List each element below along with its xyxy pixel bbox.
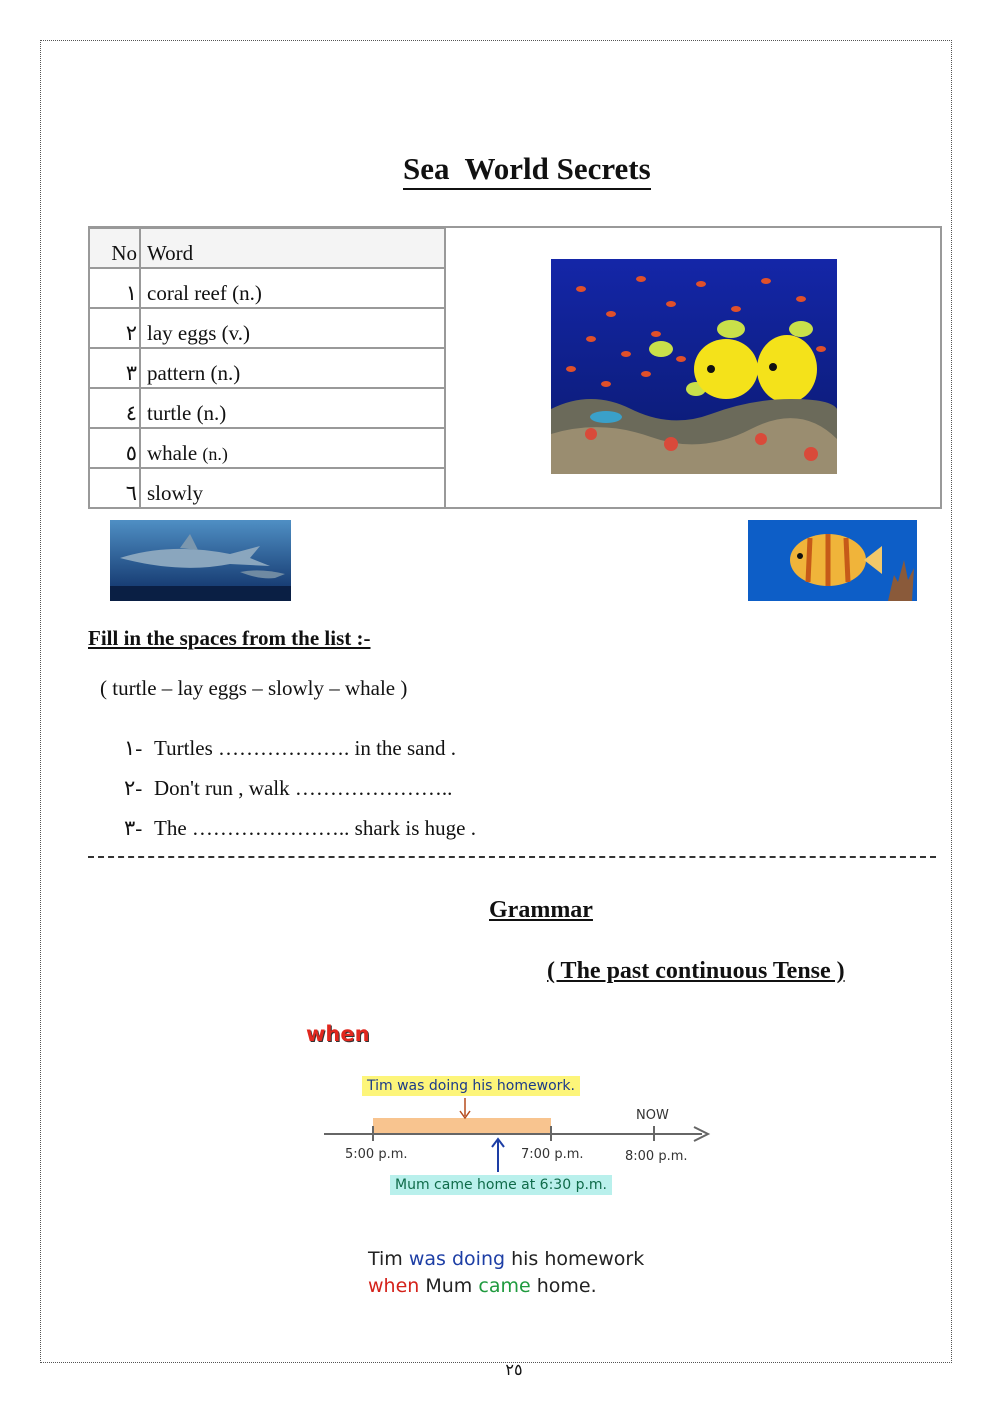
vocab-num: ٦ [89,468,140,508]
example-word: home. [536,1275,597,1297]
example-line-1 [368,1246,644,1273]
example-word: his homework [511,1248,645,1270]
coral-reef-image [551,259,837,474]
mum-label: Mum came home at 6:30 p.m. [390,1175,612,1195]
vocab-num: ٥ [89,428,140,468]
timeline-diagram [300,1020,720,1200]
tick-label-8pm: 8:00 p.m. [625,1149,688,1164]
table-row [89,468,445,508]
vocab-word: pattern (n.) [140,348,445,388]
grammar-heading: Grammar [489,897,593,923]
example-line-2 [368,1273,644,1300]
now-label: NOW [636,1108,669,1123]
sentence-text: Don't run , walk ………………….. [154,776,453,800]
example-word: Mum [425,1275,473,1297]
table-row [89,348,445,388]
when-label: when [306,1022,370,1046]
butterfly-fish-image [748,520,917,601]
sentence-number: ٣- [124,816,143,840]
sentence-text: The ………………….. shark is huge . [154,816,476,840]
list-item [124,776,452,801]
tim-label: Tim was doing his homework. [362,1076,580,1096]
vocab-pos: (n.) [202,444,228,464]
table-row [89,428,445,468]
vocab-table [88,227,446,509]
word-list: ( turtle – lay eggs – slowly – whale ) [100,676,408,700]
example-word: Tim [368,1248,403,1270]
table-row [89,388,445,428]
fill-in-heading: Fill in the spaces from the list :- [88,626,371,650]
tick-label-5pm: 5:00 p.m. [345,1147,408,1162]
list-item [124,736,456,761]
example-sentence [368,1246,644,1300]
sentence-number: ٢- [124,776,143,800]
page-number: ٢٥ [505,1362,523,1379]
tick-label-7pm: 7:00 p.m. [521,1147,584,1162]
sentence-number: ١- [124,736,143,760]
list-item [124,816,476,841]
vocab-word: coral reef (n.) [140,268,445,308]
table-row [89,268,445,308]
vocab-header-word: Word [140,228,445,268]
vocab-right-rule [940,226,942,509]
table-row [89,308,445,348]
vocab-header-row [89,228,445,268]
example-when: when [368,1275,420,1297]
vocab-num: ٣ [89,348,140,388]
vocab-word: whale [147,441,198,465]
vocab-word: slowly [140,468,445,508]
example-verb: was doing [408,1248,506,1270]
vocab-num: ١ [89,268,140,308]
tense-heading: ( The past continuous Tense ) [547,958,845,984]
vocab-num: ٢ [89,308,140,348]
vocab-word: turtle (n.) [140,388,445,428]
page-title: Sea World Secrets [403,150,651,190]
sentence-text: Turtles ………………. in the sand . [154,736,456,760]
vocab-word: lay eggs (v.) [140,308,445,348]
dashed-divider [88,856,936,858]
shark-image [110,520,291,601]
vocab-word-cell [140,428,445,468]
vocab-header-no: No [89,228,140,268]
example-verb: came [478,1275,531,1297]
vocab-num: ٤ [89,388,140,428]
